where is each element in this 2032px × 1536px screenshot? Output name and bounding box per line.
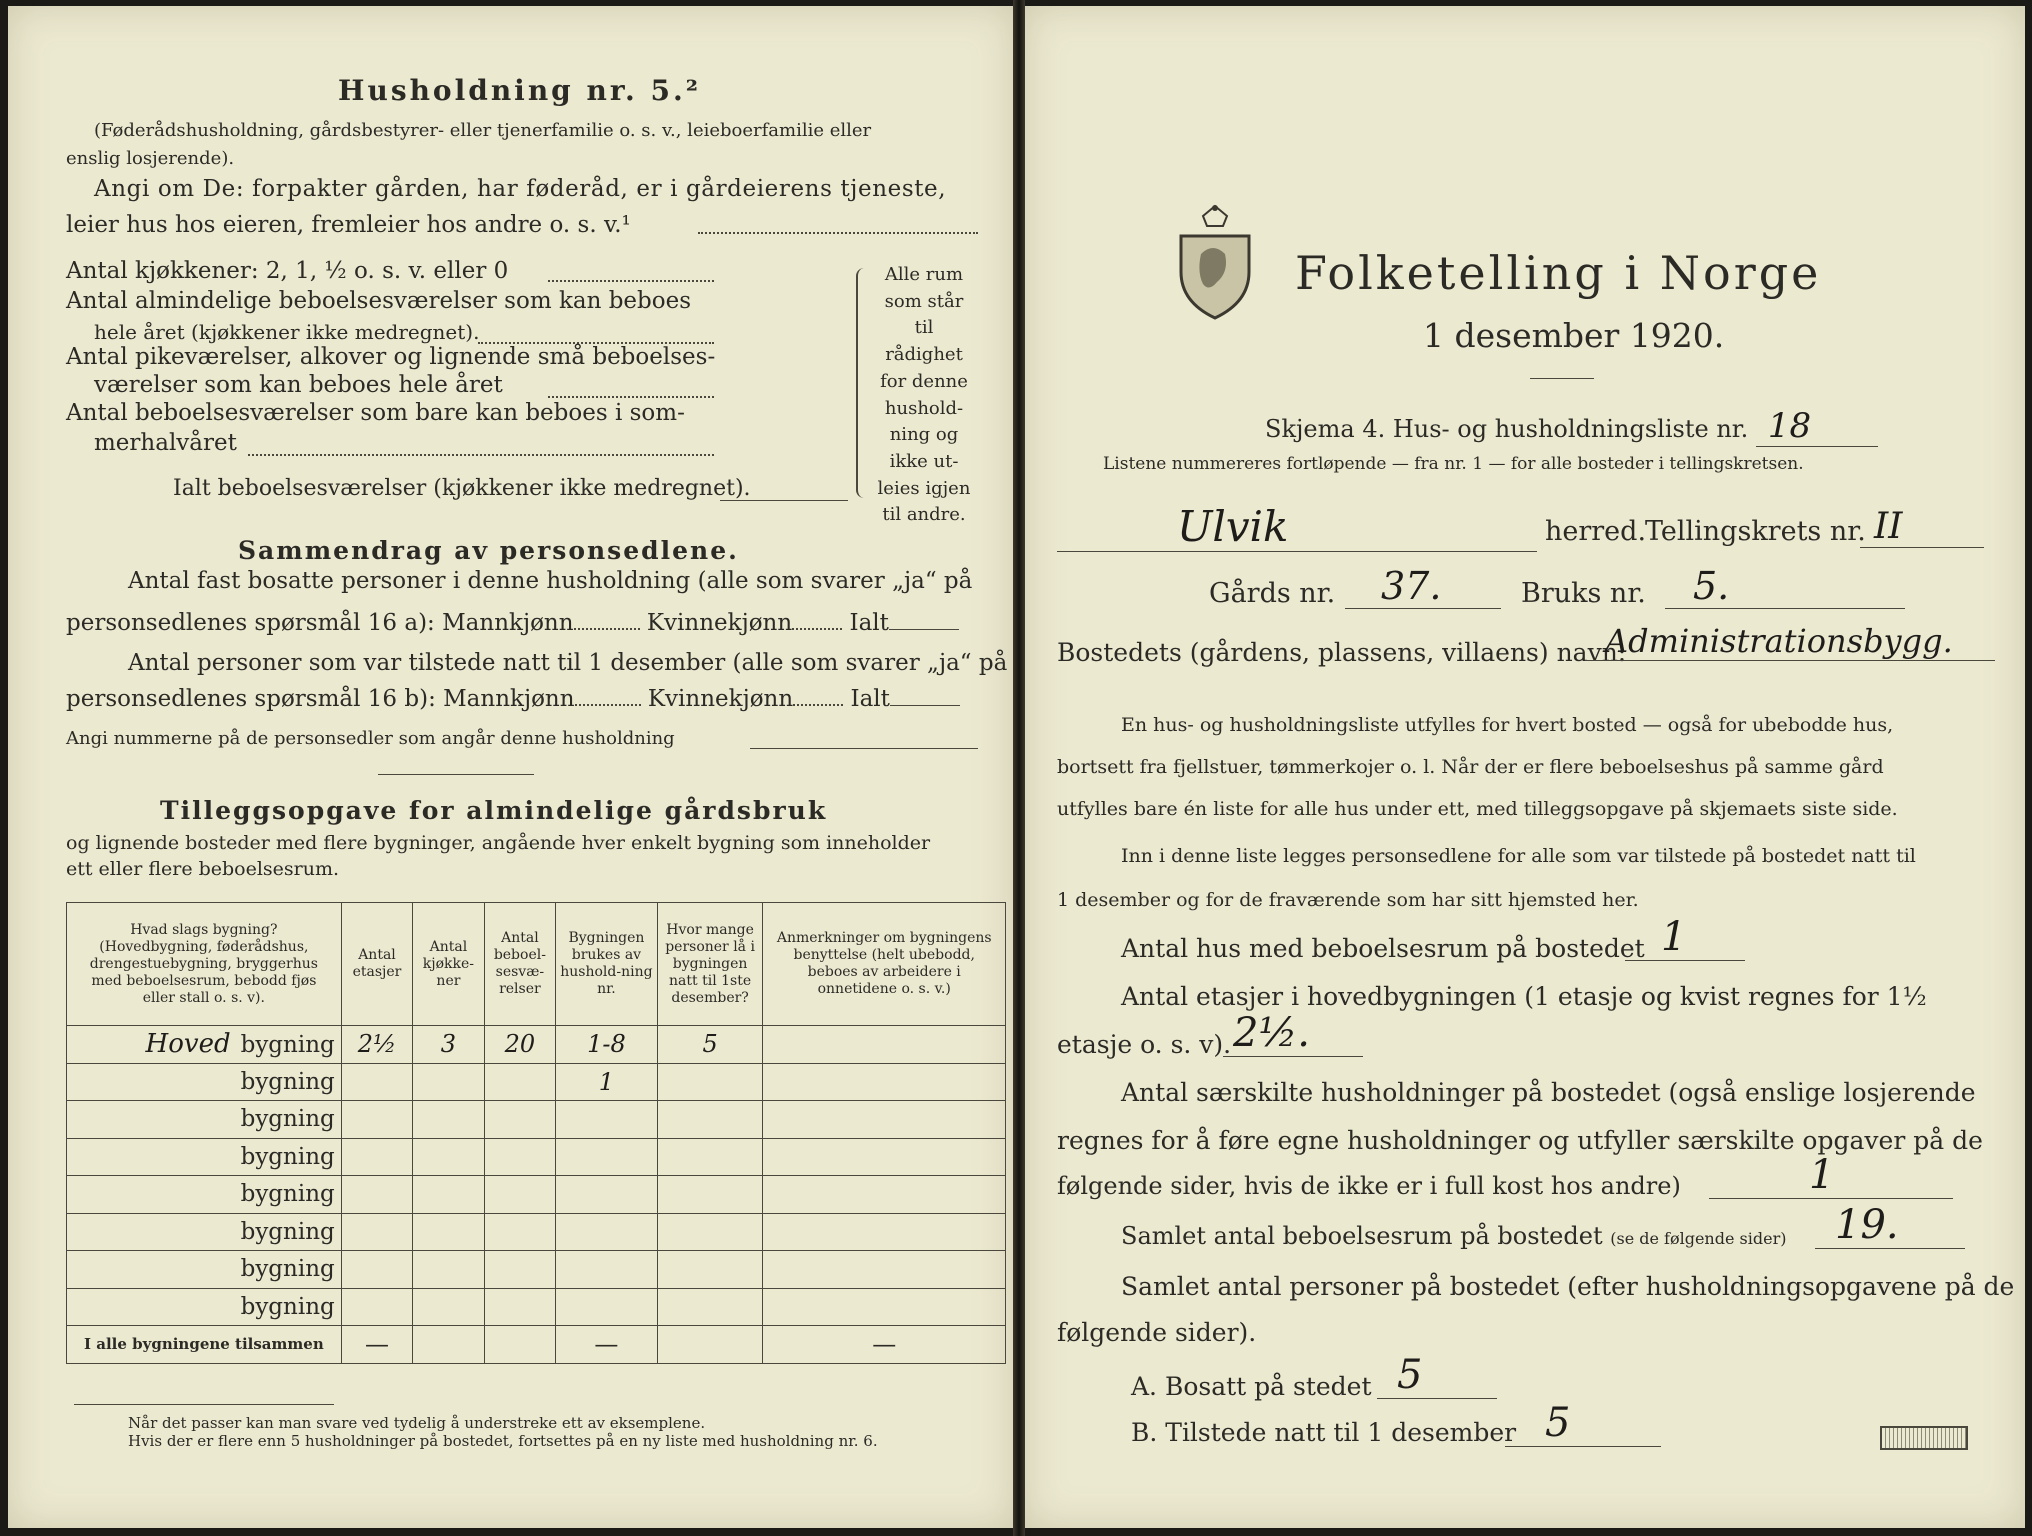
ialt-fill-line <box>720 500 848 501</box>
sammendrag-1-line2 <box>66 610 959 636</box>
kvinne-label: Kvinnekjønn <box>647 686 794 712</box>
herred-label: herred. <box>1545 516 1647 547</box>
title-divider <box>1530 378 1594 379</box>
rooms-label-2: hele året (kjøkkener ikke medregnet). <box>94 320 480 344</box>
total-anm: — <box>763 1326 1006 1364</box>
instruction-line: utfylles bare én liste for alle hus under ett, med tilleggsopgave på skjemaets siste side. <box>1057 798 1898 820</box>
ialt-rooms-label: Ialt beboelsesværelser (kjøkkener ikke medregnet). <box>173 476 751 501</box>
maid-rooms-label-1: Antal pikeværelser, alkover og lignende små beboelses- <box>66 344 716 370</box>
household-intro-2: enslig losjerende). <box>66 148 235 169</box>
total-etasjer: — <box>341 1326 412 1364</box>
hus-label: Antal hus med beboelsesrum på bostedet <box>1121 934 1645 963</box>
listene-note: Listene nummereres fortløpende — fra nr. 1 — for alle bosteder i tellingskretsen. <box>1103 454 1804 474</box>
etasjer-value: 2½. <box>1223 1010 1363 1057</box>
instructions-2 <box>1057 834 1916 922</box>
building-table <box>66 902 1006 1364</box>
book-gutter <box>1013 0 1025 1536</box>
maid-rooms-label-2: værelser som kan beboes hele året <box>94 372 503 398</box>
cell-type <box>67 1251 342 1289</box>
bosatt-label: A. Bosatt på stedet <box>1131 1372 1372 1401</box>
cell-etasjer <box>341 1063 412 1101</box>
right-page <box>1025 6 2025 1528</box>
row-label: bygning <box>240 1106 335 1133</box>
instruction-line: Inn i denne liste legges personsedlene for alle som var tilstede på bostedet natt til <box>1121 845 1916 867</box>
sammendrag-title: Sammendrag av personsedlene. <box>238 536 739 565</box>
summer-rooms-label-1: Antal beboelsesværelser som bare kan beboes i som- <box>66 400 685 426</box>
row-label: bygning <box>240 1143 335 1170</box>
hush-line-3: følgende sider, hvis de ikke er i full kost hos andre) <box>1057 1172 1681 1200</box>
cell-type <box>67 1101 342 1139</box>
cell-type <box>67 1213 342 1251</box>
sammendrag-2-line1: Antal personer som var tilstede natt til 1 desember (alle som svarer „ja“ på <box>128 650 1008 676</box>
instruction-line: 1 desember og for de fraværende som har sitt hjemsted her. <box>1057 889 1639 911</box>
rooms-label-1: Antal almindelige beboelsesværelser som kan beboes <box>66 288 692 314</box>
gards-value: 37. <box>1345 564 1501 609</box>
side-note-line: rådighet <box>885 344 963 366</box>
census-title: Folketelling i Norge <box>1295 246 1822 300</box>
table-row <box>67 1101 1006 1139</box>
summer-rooms-label-2: merhalvåret <box>94 430 237 456</box>
footnote-divider <box>74 1404 334 1405</box>
skjema-number: 18 <box>1756 406 1878 447</box>
side-note-line: ikke ut- <box>889 450 959 472</box>
table-row <box>67 1288 1006 1326</box>
angi-line-1: Angi om De: forpakter gården, har føderåd, er i gårdeierens tjeneste, <box>94 176 947 202</box>
side-note <box>874 262 974 529</box>
cell-husholdning: 1-8 <box>556 1026 658 1064</box>
row-label: bygning <box>240 1293 335 1320</box>
total-husholdning: — <box>556 1326 658 1364</box>
cell-type <box>67 1288 342 1326</box>
side-note-line: hushold- <box>884 397 964 419</box>
col-header-etasjer: Antal etasjer <box>341 903 412 1026</box>
col-header-kjokken: Antal kjøkke-ner <box>413 903 484 1026</box>
etasjer-line-1: Antal etasjer i hovedbygningen (1 etasje og kvist regnes for 1½ <box>1121 982 1927 1011</box>
gards-label: Gårds nr. <box>1209 578 1336 609</box>
side-note-line: leies igjen <box>877 477 971 499</box>
left-page <box>8 6 1013 1528</box>
cell-husholdning: 1 <box>556 1063 658 1101</box>
krets-label: Tellingskrets nr. <box>1645 516 1866 547</box>
herred-value: Ulvik <box>1057 502 1537 552</box>
samlet-rum <box>1121 1222 1786 1250</box>
cell-type <box>67 1138 342 1176</box>
bosted-value: Administrationsbygg. <box>1585 622 1995 661</box>
row-label: bygning <box>240 1218 335 1245</box>
kvinne-label: Kvinnekjønn <box>646 610 793 636</box>
table-row <box>67 1213 1006 1251</box>
kitchens-label: Antal kjøkkener: 2, 1, ½ o. s. v. eller 0 <box>66 258 509 284</box>
samlet-rum-note: (se de følgende sider) <box>1610 1229 1787 1248</box>
tillegg-line-2: ett eller flere beboelsesrum. <box>66 858 340 880</box>
etasjer-line-2: etasje o. s. v). <box>1057 1030 1232 1059</box>
table-row <box>67 1138 1006 1176</box>
ialt-label: Ialt <box>849 610 889 636</box>
table-row <box>67 1063 1006 1101</box>
footnote-2: Hvis der er flere enn 5 husholdninger på bostedet, fortsettes på en ny liste med husholdning nr. 6. <box>128 1432 878 1450</box>
side-note-line: som står til <box>884 290 964 339</box>
row-label: bygning <box>240 1256 335 1283</box>
tillegg-title: Tilleggsopgave for almindelige gårdsbruk <box>160 796 828 825</box>
side-note-line: til andre. <box>882 504 966 526</box>
cell-anm <box>763 1026 1006 1064</box>
ialt-label: Ialt <box>850 686 890 712</box>
row-label: bygning <box>240 1181 335 1208</box>
cell-vaerelser: 20 <box>484 1026 555 1064</box>
bosted-label: Bostedets (gårdens, plassens, villaens) navn: <box>1057 638 1627 667</box>
angi-nummer: Angi nummerne på de personsedler som angår denne husholdning <box>66 728 675 749</box>
table-row <box>67 1176 1006 1214</box>
footnote-1: Når det passer kan man svare ved tydelig å understreke ett av eksemplene. <box>128 1414 706 1432</box>
angi-line-2: leier hus hos eieren, fremleier hos andre o. s. v.¹ <box>66 212 631 238</box>
col-header-vaerelser: Antal beboel-sesvæ-relser <box>484 903 555 1026</box>
hush-line-2: regnes for å føre egne husholdninger og utfyller særskilte opgaver på de <box>1057 1126 1983 1155</box>
row-label: bygning <box>240 1068 335 1095</box>
angi-fill-line <box>698 232 978 234</box>
handwritten-value: Hoved <box>145 1029 231 1060</box>
instructions-1 <box>1057 704 1898 830</box>
tilstede-label: B. Tilstede natt til 1 desember <box>1131 1418 1517 1447</box>
col-header-personer: Hvor mange personer lå i bygningen natt til 1ste desember? <box>657 903 763 1026</box>
col-header-anm: Anmerkninger om bygningens benyttelse (helt ubebodd, beboes av arbeidere i onnetidene o. s. v.) <box>763 903 1006 1026</box>
samlet-pers-line-1: Samlet antal personer på bostedet (efter husholdningsopgavene på de <box>1121 1272 2015 1301</box>
row-label: bygning <box>240 1032 335 1059</box>
col-header-husholdning: Bygningen brukes av hushold-ning nr. <box>556 903 658 1026</box>
mann-label: personsedlenes spørsmål 16 a): Mannkjønn <box>66 610 574 636</box>
cell-kjokken: 3 <box>413 1026 484 1064</box>
table-row <box>67 1251 1006 1289</box>
census-date: 1 desember 1920. <box>1423 316 1725 355</box>
skjema-label: Skjema 4. Hus- og husholdningsliste nr. <box>1265 415 1749 443</box>
cell-etasjer: 2½ <box>341 1026 412 1064</box>
instruction-line: En hus- og husholdningsliste utfylles for hvert bosted — også for ubebodde hus, <box>1121 714 1894 736</box>
tillegg-line-1: og lignende bosteder med flere bygninger, angående hver enkelt bygning som inneholder <box>66 832 931 854</box>
samlet-rum-value: 19. <box>1815 1202 1965 1249</box>
maid-dots <box>548 396 714 398</box>
cell-vaerelser <box>484 1063 555 1101</box>
table-total-row <box>67 1326 1006 1364</box>
hush-line-1: Antal særskilte husholdninger på bostedet (også enslige losjerende <box>1121 1078 1976 1107</box>
side-note-line: for denne <box>880 370 968 392</box>
summer-dots <box>248 454 714 456</box>
household-title: Husholdning nr. 5.² <box>338 74 702 107</box>
instruction-line: bortsett fra fjellstuer, tømmerkojer o. l. Når der er flere beboelseshus på samme gård <box>1057 756 1884 778</box>
cell-type <box>67 1063 342 1101</box>
skjema-line <box>1265 406 1878 447</box>
mann-label: personsedlenes spørsmål 16 b): Mannkjønn <box>66 686 575 712</box>
section-divider <box>378 774 534 775</box>
side-note-line: ning og <box>889 424 959 446</box>
tilstede-value: 5 <box>1505 1400 1661 1447</box>
household-intro-1: (Føderådshusholdning, gårdsbestyrer- eller tjenerfamilie o. s. v., leieboerfamilie eller <box>94 120 872 141</box>
table-row <box>67 1026 1006 1064</box>
angi-nummer-line <box>750 748 978 749</box>
cell-personer: 5 <box>657 1026 763 1064</box>
cell-kjokken <box>413 1063 484 1101</box>
norwegian-lion-crest-icon <box>1173 202 1257 326</box>
cell-type <box>67 1176 342 1214</box>
cell-anm <box>763 1063 1006 1101</box>
samlet-rum-label: Samlet antal beboelsesrum på bostedet <box>1121 1222 1603 1250</box>
cell-type <box>67 1026 342 1064</box>
col-header-type: Hvad slags bygning? (Hovedbygning, føderådshus, drengestuebygning, bryggerhus med beboelsesrum, bebodd fjøs eller stall o. s. v). <box>67 903 342 1026</box>
bosatt-value: 5 <box>1377 1352 1497 1399</box>
printer-stamp-icon <box>1880 1426 1968 1450</box>
krets-value: II <box>1860 506 1984 548</box>
hush-value: 1 <box>1709 1152 1953 1199</box>
side-note-line: Alle rum <box>884 264 964 285</box>
bruks-value: 5. <box>1665 564 1905 609</box>
table-header-row <box>67 903 1006 1026</box>
sammendrag-1-line1: Antal fast bosatte personer i denne husholdning (alle som svarer „ja“ på <box>128 568 973 594</box>
cell-personer <box>657 1063 763 1101</box>
side-brace <box>856 268 868 498</box>
samlet-pers-line-2: følgende sider). <box>1057 1318 1257 1347</box>
hus-value: 1 <box>1625 914 1745 961</box>
bruks-label: Bruks nr. <box>1521 578 1646 609</box>
sammendrag-2-line2 <box>66 686 960 712</box>
kitchens-dots <box>548 280 714 282</box>
total-label: I alle bygningene tilsammen <box>67 1326 342 1364</box>
